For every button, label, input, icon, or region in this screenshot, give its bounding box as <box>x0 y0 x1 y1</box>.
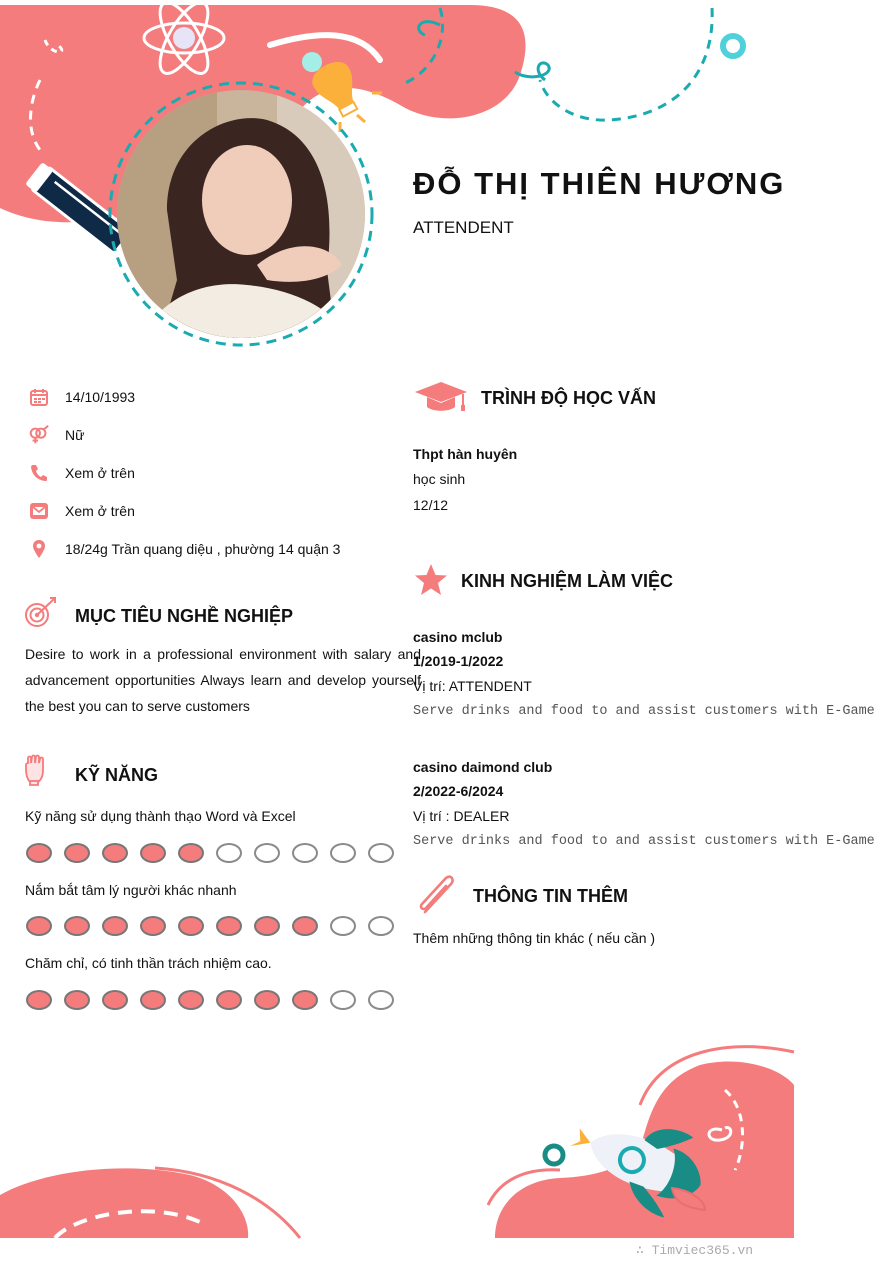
job-title: ATTENDENT <box>413 218 514 237</box>
rating-dot-filled <box>64 990 90 1010</box>
rating-dot-filled <box>64 843 90 863</box>
rating-dot-filled <box>216 916 242 936</box>
rating-dot-empty <box>330 990 356 1010</box>
skill-label: Nắm bắt tâm lý người khác nhanh <box>25 882 237 898</box>
contact-gender <box>28 423 84 447</box>
rating-dot-filled <box>178 916 204 936</box>
extra-info-title: THÔNG TIN THÊM <box>473 886 628 906</box>
experience-period: 2/2022-6/2024 <box>413 783 504 799</box>
rating-dot-filled <box>140 916 166 936</box>
education-school: Thpt hàn huyên <box>413 446 518 462</box>
rating-dot-filled <box>178 990 204 1010</box>
skill-rating <box>26 916 394 936</box>
contact-text: 18/24g Trần quang diệu , phường 14 quận 3 <box>65 541 341 557</box>
email-icon <box>28 500 50 522</box>
star-icon <box>413 562 449 603</box>
experience-position: Vị trí : DEALER <box>413 808 510 824</box>
objective-line: the best you can to serve customers <box>25 698 250 714</box>
rating-dot-empty <box>330 843 356 863</box>
rating-dot-filled <box>254 990 280 1010</box>
experience-period: 1/2019-1/2022 <box>413 653 504 669</box>
graduation-cap-icon <box>413 380 469 419</box>
rating-dot-filled <box>102 916 128 936</box>
objective-line: Desire to work in a professional environment with salary and <box>25 646 421 662</box>
rating-dot-filled <box>64 916 90 936</box>
experience-company: casino daimond club <box>413 759 553 775</box>
rating-dot-filled <box>140 990 166 1010</box>
objective-line: advancement opportunities Always learn and develop yourself <box>25 672 421 688</box>
contact-phone <box>28 461 135 485</box>
skill-rating <box>26 843 394 863</box>
rating-dot-filled <box>102 990 128 1010</box>
rating-dot-filled <box>26 843 52 863</box>
contact-text: 14/10/1993 <box>65 389 136 405</box>
skill-label: Kỹ năng sử dụng thành thạo Word và Excel <box>25 808 296 824</box>
education-title: TRÌNH ĐỘ HỌC VẤN <box>481 388 656 408</box>
rating-dot-empty <box>368 990 394 1010</box>
rating-dot-empty <box>254 843 280 863</box>
experience-description: Serve drinks and food to and assist customers with E-Game <box>413 834 875 849</box>
rating-dot-filled <box>140 843 166 863</box>
rating-dot-filled <box>26 916 52 936</box>
rating-dot-filled <box>26 990 52 1010</box>
paperclip-icon <box>415 874 459 921</box>
rating-dot-empty <box>368 916 394 936</box>
experience-company: casino mclub <box>413 629 503 645</box>
calendar-icon <box>28 386 50 408</box>
skills-title: KỸ NĂNG <box>75 765 159 785</box>
rating-dot-filled <box>254 916 280 936</box>
education-grade: 12/12 <box>413 497 449 513</box>
contact-birthdate <box>28 385 135 409</box>
contact-text: Nữ <box>65 427 85 443</box>
candidate-name: ĐỖ THỊ THIÊN HƯƠNG <box>413 166 786 201</box>
rating-dot-filled <box>292 916 318 936</box>
rating-dot-empty <box>292 843 318 863</box>
education-role: học sinh <box>413 471 466 487</box>
fist-icon <box>24 754 48 791</box>
rating-dot-filled <box>178 843 204 863</box>
objective-title: MỤC TIÊU NGHỀ NGHIỆP <box>75 606 294 626</box>
experience-title: KINH NGHIỆM LÀM VIỆC <box>461 571 674 591</box>
target-icon <box>24 596 58 635</box>
location-pin-icon <box>28 538 50 560</box>
phone-icon <box>28 462 50 484</box>
experience-position: Vị trí: ATTENDENT <box>413 678 532 694</box>
rating-dot-filled <box>102 843 128 863</box>
rating-dot-filled <box>216 990 242 1010</box>
experience-description: Serve drinks and food to and assist customers with E-Game <box>413 704 875 719</box>
profile-photo <box>107 80 375 348</box>
rating-dot-empty <box>368 843 394 863</box>
rating-dot-empty <box>216 843 242 863</box>
objective-text <box>25 641 421 719</box>
extra-info-text: Thêm những thông tin khác ( nếu cần ) <box>413 930 656 946</box>
contact-email <box>28 499 135 523</box>
skill-rating <box>26 990 394 1010</box>
watermark: ∴ Timviec365.vn <box>636 1243 754 1258</box>
gender-icon <box>28 424 50 446</box>
contact-address <box>28 537 340 561</box>
contact-text: Xem ở trên <box>65 503 135 519</box>
rating-dot-filled <box>292 990 318 1010</box>
contact-text: Xem ở trên <box>65 465 135 481</box>
skill-label: Chăm chỉ, có tinh thần trách nhiệm cao. <box>25 955 272 971</box>
rating-dot-empty <box>330 916 356 936</box>
